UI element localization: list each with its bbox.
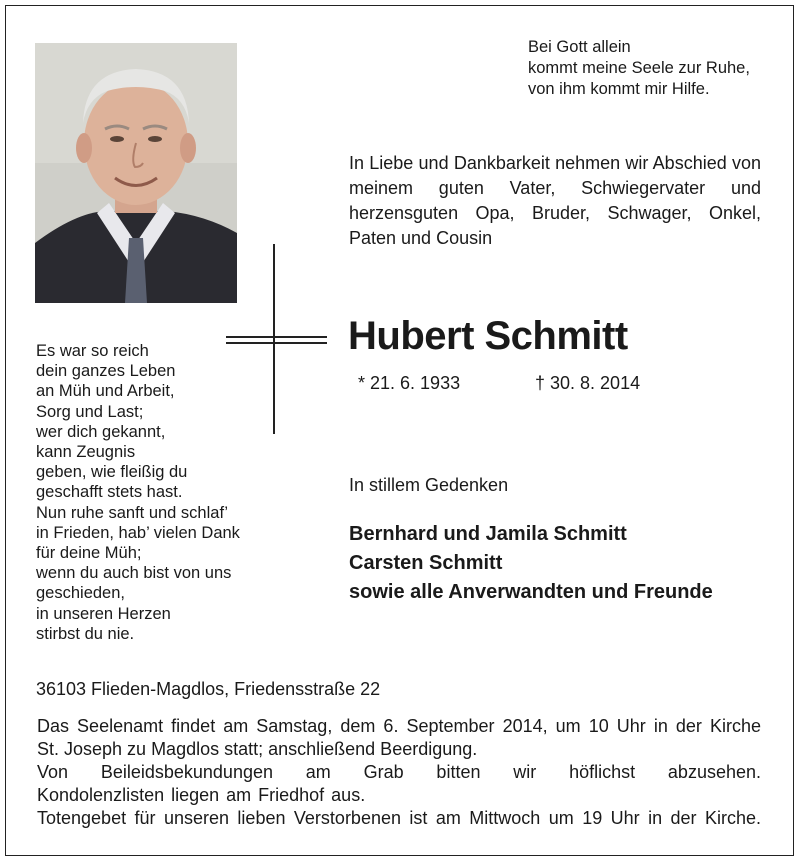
death-date: † 30. 8. 2014 (535, 373, 641, 393)
cross-icon (273, 244, 275, 434)
bible-verse (528, 37, 750, 100)
birth-date: * 21. 6. 1933 (358, 373, 461, 393)
poem-line: Nun ruhe sanft und schlaf’ (36, 503, 228, 522)
poem-line: wenn du auch bist von uns (36, 564, 232, 583)
poem-line: Es war so reich (36, 342, 149, 360)
mourner-name: Bernhard und Jamila Schmitt (349, 523, 627, 545)
verse-line: von ihm kommt mir Hilfe. (528, 80, 710, 98)
verse-line: kommt meine Seele zur Ruhe, (528, 59, 750, 77)
verse-line: Bei Gott allein (528, 38, 631, 56)
farewell-intro: In Liebe und Dankbarkeit nehmen wir Abschied von meinem guten Vater, Schwiegervater und herzensguten Opa, Bruder, Schwager, Onkel, Paten und Cousin (349, 153, 761, 248)
service-notices (37, 715, 761, 830)
cross-bar-lower (226, 342, 327, 344)
poem-line: stirbst du nie. (36, 624, 135, 643)
notice-line: Totengebet für unseren lieben Verstorbenen ist am Mittwoch um 19 Uhr in der Kirche. (37, 808, 761, 828)
poem-line: geschafft stets hast. (36, 483, 183, 502)
notice-line: Von Beileidsbekundungen am Grab bitten wir höflichst abzusehen. (37, 762, 761, 782)
remembrance-line: In stillem Gedenken (349, 475, 509, 495)
poem-line: Sorg und Last; (36, 402, 144, 421)
mourners-list (349, 520, 713, 607)
poem-line: in unseren Herzen (36, 604, 171, 623)
poem-line: in Frieden, hab’ vielen Dank (36, 523, 240, 542)
notice-line: Kondolenzlisten liegen am Friedhof aus. (37, 785, 366, 805)
poem-line: an Müh und Arbeit, (36, 382, 175, 401)
portrait-photo (35, 43, 237, 303)
notice-line: Das Seelenamt findet am Samstag, dem 6. September 2014, um 10 Uhr in der Kirche (37, 716, 761, 736)
mourner-name: sowie alle Anverwandten und Freunde (349, 581, 713, 603)
notice-line: St. Joseph zu Magdlos statt; anschließend Beerdigung. (37, 739, 478, 759)
poem-line: dein ganzes Leben (36, 362, 176, 381)
poem-line: geben, wie fleißig du (36, 463, 188, 482)
family-address: 36103 Flieden-Magdlos, Friedensstraße 22 (36, 679, 381, 699)
memorial-poem (36, 341, 240, 644)
cross-bar-upper (226, 336, 327, 338)
poem-line: geschieden, (36, 584, 125, 603)
deceased-name: Hubert Schmitt (348, 314, 628, 358)
poem-line: wer dich gekannt, (36, 422, 166, 441)
poem-line: kann Zeugnis (36, 443, 136, 462)
poem-line: für deine Müh; (36, 544, 142, 563)
portrait-image (35, 43, 237, 303)
mourner-name: Carsten Schmitt (349, 552, 503, 574)
